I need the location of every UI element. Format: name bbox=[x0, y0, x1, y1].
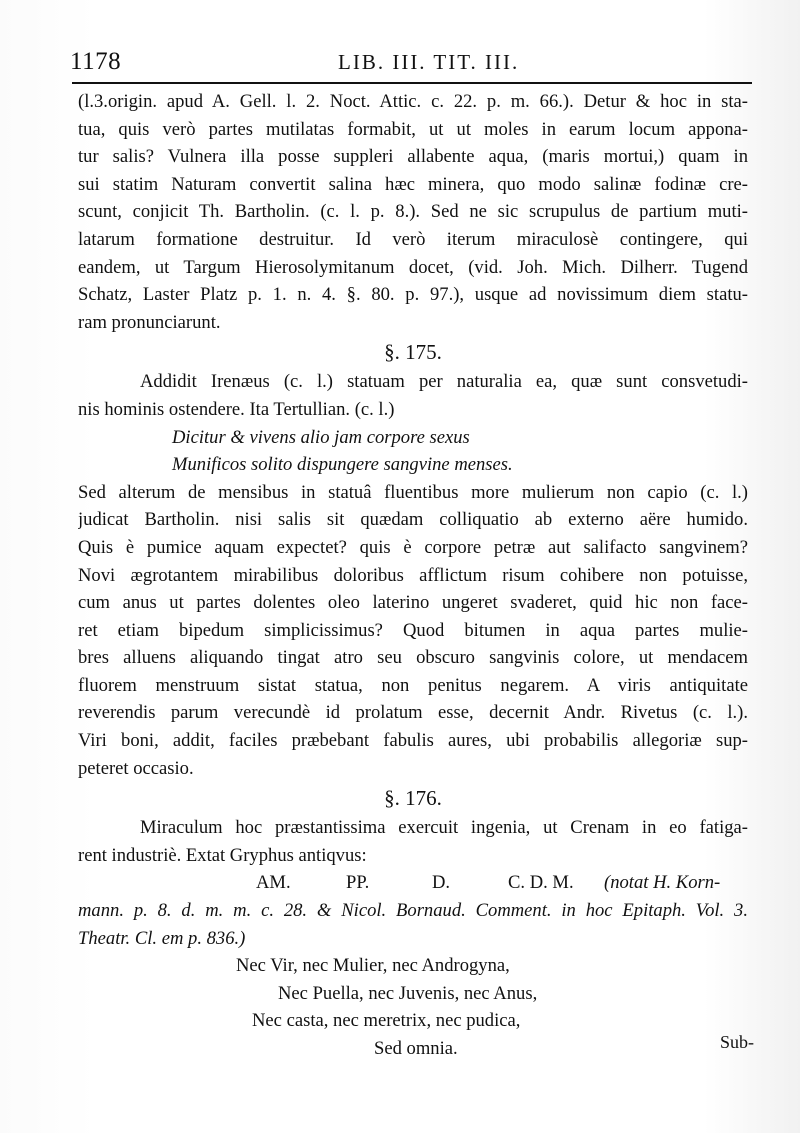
text-line: peteret occasio. bbox=[78, 757, 194, 779]
page-header bbox=[70, 48, 750, 80]
text-line: judicat Bartholin. nisi salis sit quædam colliquatio ab externo aëre humido. bbox=[78, 509, 748, 531]
text-line: nis hominis ostendere. Ita Tertullian. (c. l.) bbox=[78, 398, 395, 420]
text-line: reverendis parum verecundè id prolatum esse, decernit Andr. Rivetus (c. l.). bbox=[78, 702, 748, 724]
epitaph-letter: PP. bbox=[346, 872, 370, 894]
epitaph-letter: C. D. M. bbox=[508, 872, 574, 894]
epitaph-letter: D. bbox=[432, 872, 451, 894]
text-line: latarum formatione destruitur. Id verò iterum miraculosè contingere, qui bbox=[78, 228, 748, 250]
text-line: rent industriè. Extat Gryphus antiqvus: bbox=[78, 844, 367, 866]
text-line: tua, quis verò partes mutilatas formabit, ut ut moles in earum locum appona- bbox=[78, 118, 748, 140]
epitaph-note-line bbox=[78, 897, 748, 925]
epitaph-note: mann. p. 8. d. m. m. c. 28. & Nicol. Bornaud. Comment. in hoc Epitaph. Vol. 3. bbox=[78, 900, 748, 922]
text-line: sui statim Naturam convertit salina hæc minera, quo modo salinæ fodinæ cre- bbox=[78, 173, 748, 195]
epitaph-note: (notat H. Korn- bbox=[604, 872, 721, 894]
epitaph-letter: AM. bbox=[256, 872, 291, 894]
running-head: LIB. III. TIT. III. bbox=[338, 50, 520, 74]
poem-line: Nec Vir, nec Mulier, nec Androgyna, bbox=[236, 955, 510, 977]
text-line: tur salis? Vulnera illa posse suppleri allabente aqua, (maris mortui,) quam in bbox=[78, 146, 748, 168]
text-line: cum anus ut partes dolentes oleo laterino ungeret svaderet, quid hic non face- bbox=[78, 592, 748, 614]
poem-line: Nec casta, nec meretrix, nec pudica, bbox=[252, 1010, 521, 1032]
catchword: Sub- bbox=[720, 1032, 755, 1052]
section-heading: §. 176. bbox=[384, 786, 442, 811]
text-line: fluorem menstruum sistat statua, non penitus negarem. A viris antiquitate bbox=[78, 674, 748, 696]
poem-line: Nec Puella, nec Juvenis, nec Anus, bbox=[278, 982, 538, 1004]
epitaph-note: Theatr. Cl. em p. 836.) bbox=[78, 927, 246, 949]
text-line: scunt, conjicit Th. Bartholin. (c. l. p. 8.). Sed ne sic scrupulus de partium muti- bbox=[78, 201, 748, 223]
poem-line: Sed omnia. bbox=[374, 1038, 458, 1059]
text-line: Addidit Irenæus (c. l.) statuam per naturalia ea, quæ sunt consvetudi- bbox=[140, 371, 748, 393]
header-rule bbox=[72, 82, 752, 84]
page-number: 1178 bbox=[70, 48, 122, 75]
text-line: Novi ægrotantem mirabilibus doloribus afflictum risum cohibere non potuisse, bbox=[78, 564, 748, 586]
text-line: ram pronunciarunt. bbox=[78, 311, 221, 333]
verse-line: Munificos solito dispungere sangvine menses. bbox=[172, 454, 513, 476]
text-line: ret etiam bipedum simplicissimus? Quod bitumen in aqua partes mulie- bbox=[78, 619, 748, 641]
text-line: Viri boni, addit, faciles præbebant fabulis aures, ubi probabilis allegoriæ sup- bbox=[78, 730, 748, 752]
epitaph-note-line bbox=[78, 925, 748, 953]
section-heading: §. 175. bbox=[384, 340, 442, 365]
verse-line: Dicitur & vivens alio jam corpore sexus bbox=[172, 426, 470, 448]
page-body bbox=[78, 88, 748, 1063]
text-line: Quis è pumice aquam expectet? quis è corpore petræ aut salifacto sangvinem? bbox=[78, 536, 748, 558]
text-line: (l.3.origin. apud A. Gell. l. 2. Noct. Attic. c. 22. p. m. 66.). Detur & hoc in sta- bbox=[78, 91, 748, 112]
text-line: Schatz, Laster Platz p. 1. n. 4. §. 80. p. 97.), usque ad novissimum diem statu- bbox=[78, 284, 748, 306]
text-line: bres alluens aliquando tingat atro seu obscuro sangvinis colore, ut mendacem bbox=[78, 647, 748, 669]
text-line: eandem, ut Targum Hierosolymitanum docet, (vid. Joh. Mich. Dilherr. Tugend bbox=[78, 256, 748, 278]
text-line: Sed alterum de mensibus in statuâ fluentibus more mulierum non capio (c. l.) bbox=[78, 481, 748, 503]
epitaph-letters-line bbox=[78, 869, 748, 897]
text-line: Miraculum hoc præstantissima exercuit ingenia, ut Crenam in eo fatiga- bbox=[140, 817, 748, 839]
